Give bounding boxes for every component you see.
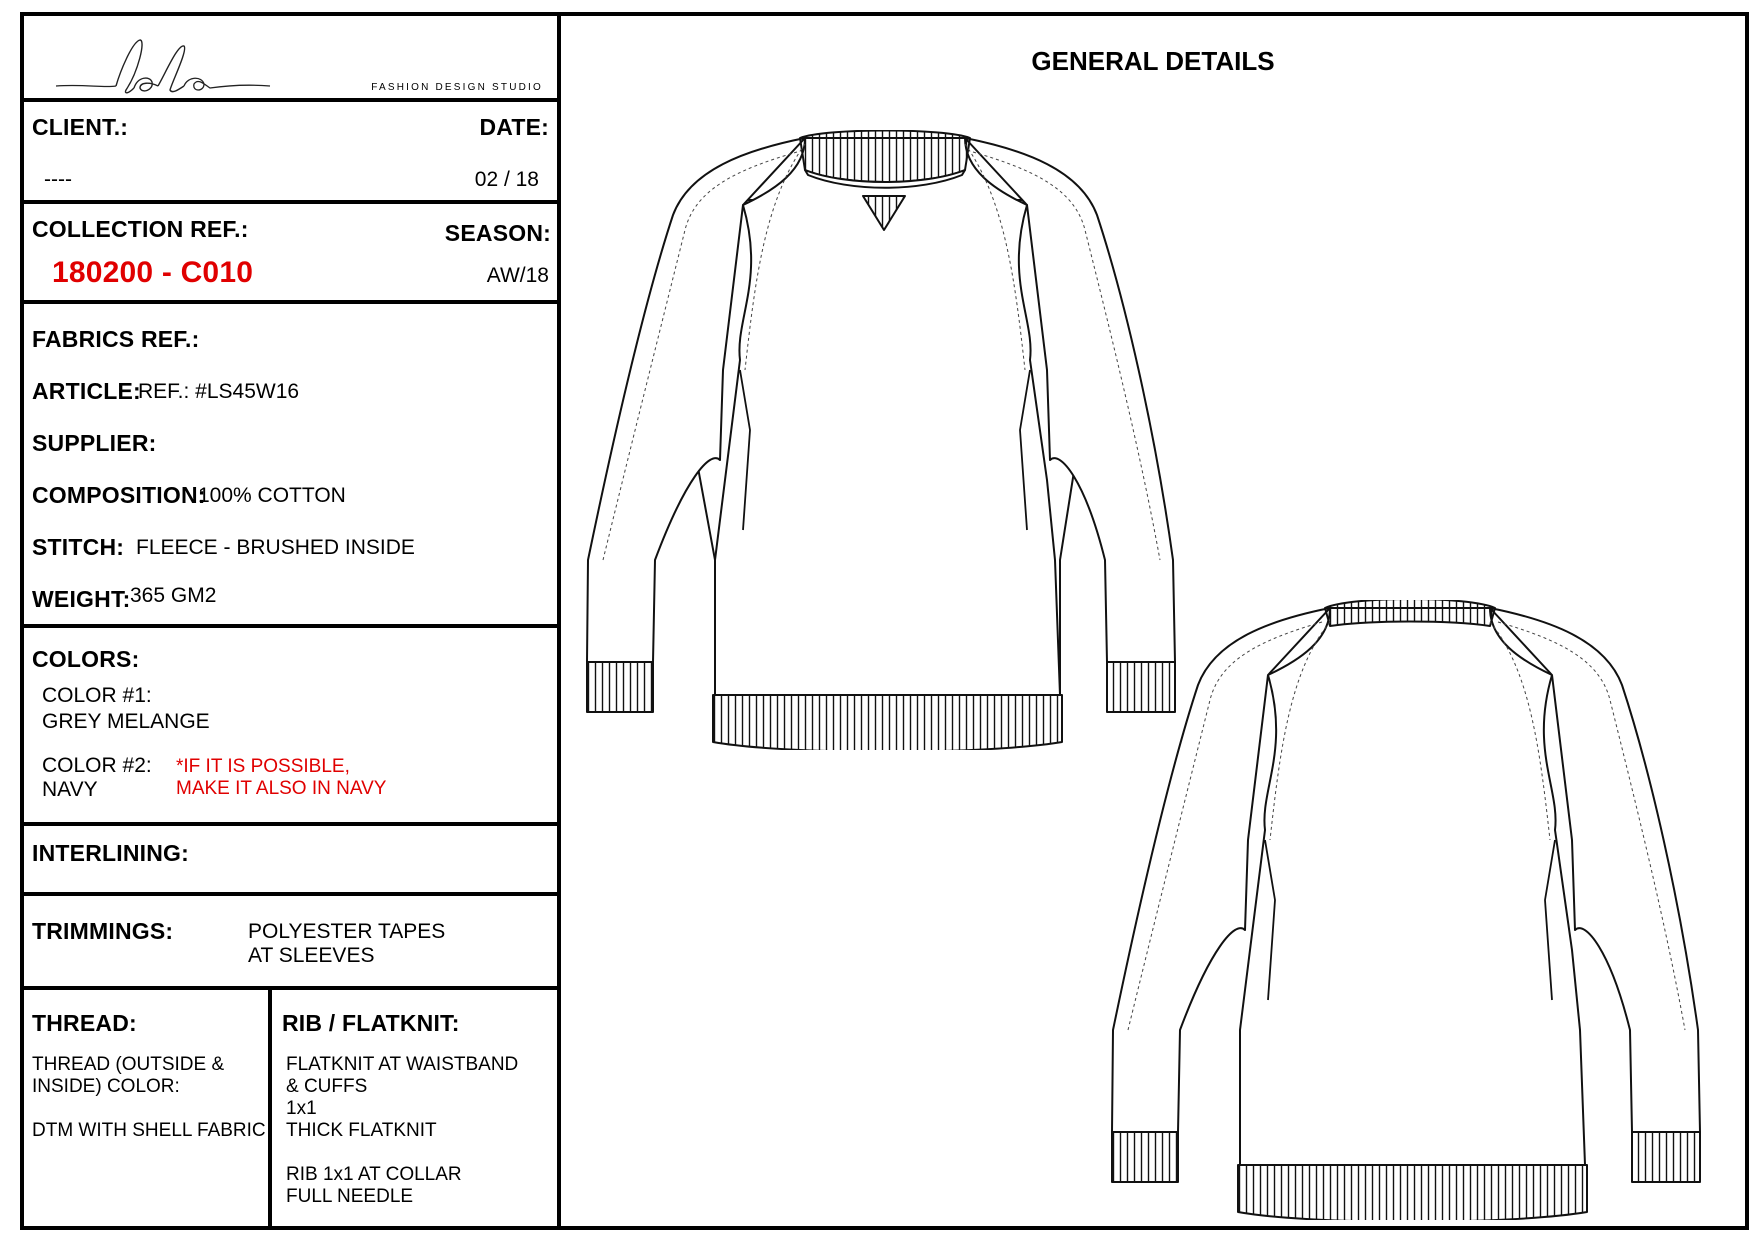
page-title: GENERAL DETAILS	[1031, 46, 1275, 76]
season-label: SEASON:	[444, 220, 551, 246]
thread-line1: THREAD (OUTSIDE &	[32, 1054, 225, 1075]
rib-box	[268, 986, 561, 1230]
interlining-label: INTERLINING:	[32, 840, 189, 866]
color1-value: GREY MELANGE	[42, 710, 210, 733]
logo-tagline: FASHION DESIGN STUDIO	[371, 82, 543, 93]
season-value: AW/18	[486, 264, 549, 287]
composition-label: COMPOSITION:	[32, 482, 206, 508]
thread-box	[20, 986, 272, 1230]
sweatshirt-front-sketch	[585, 130, 1185, 750]
color2-label: COLOR #2:	[42, 754, 152, 777]
sweatshirt-back-sketch	[1110, 600, 1710, 1220]
client-label: CLIENT.:	[32, 114, 129, 140]
color2-note-line2: MAKE IT ALSO IN NAVY	[176, 778, 387, 799]
color2-note-line1: *IF IT IS POSSIBLE,	[176, 756, 350, 777]
colors-label: COLORS:	[32, 646, 140, 672]
composition-value: 100% COTTON	[198, 484, 346, 507]
trimmings-line2: AT SLEEVES	[248, 944, 375, 967]
trimmings-label: TRIMMINGS:	[32, 918, 174, 944]
fabrics-box	[20, 300, 561, 628]
article-label: ARTICLE:	[32, 378, 141, 404]
rib-line3: 1x1	[286, 1098, 317, 1119]
thread-line2: INSIDE) COLOR:	[32, 1076, 180, 1097]
stitch-label: STITCH:	[32, 534, 125, 560]
header-box	[557, 12, 1749, 102]
collection-value: 180200 - C010	[52, 256, 254, 289]
colors-box	[20, 624, 561, 826]
thread-label: THREAD:	[32, 1010, 137, 1036]
date-value: 02 / 18	[474, 168, 539, 191]
weight-value: 365 GM2	[130, 584, 217, 607]
collection-season-box	[20, 200, 561, 304]
rib-line2: & CUFFS	[286, 1076, 368, 1097]
weight-label: WEIGHT:	[32, 586, 131, 612]
thread-line3: DTM WITH SHELL FABRIC	[32, 1120, 266, 1141]
interlining-box	[20, 822, 561, 896]
article-value: REF.: #LS45W16	[138, 380, 300, 403]
client-value: ----	[44, 168, 72, 191]
lola-logo	[54, 32, 274, 104]
fabrics-label: FABRICS REF.:	[32, 326, 200, 352]
color2-value: NAVY	[42, 778, 98, 801]
supplier-label: SUPPLIER:	[32, 430, 157, 456]
trimmings-box	[20, 892, 561, 990]
collection-label: COLLECTION REF.:	[32, 216, 249, 242]
rib-line5: RIB 1x1 AT COLLAR	[286, 1164, 462, 1185]
trimmings-line1: POLYESTER TAPES	[248, 920, 446, 943]
color1-label: COLOR #1:	[42, 684, 152, 707]
rib-line1: FLATKNIT AT WAISTBAND	[286, 1054, 519, 1075]
logo-box	[20, 12, 561, 102]
date-label: DATE:	[479, 114, 549, 140]
stitch-value: FLEECE - BRUSHED INSIDE	[136, 536, 415, 559]
rib-label: RIB / FLATKNIT:	[282, 1010, 460, 1036]
client-date-box	[20, 98, 561, 204]
rib-line6: FULL NEEDLE	[286, 1186, 414, 1207]
rib-line4: THICK FLATKNIT	[286, 1120, 437, 1141]
